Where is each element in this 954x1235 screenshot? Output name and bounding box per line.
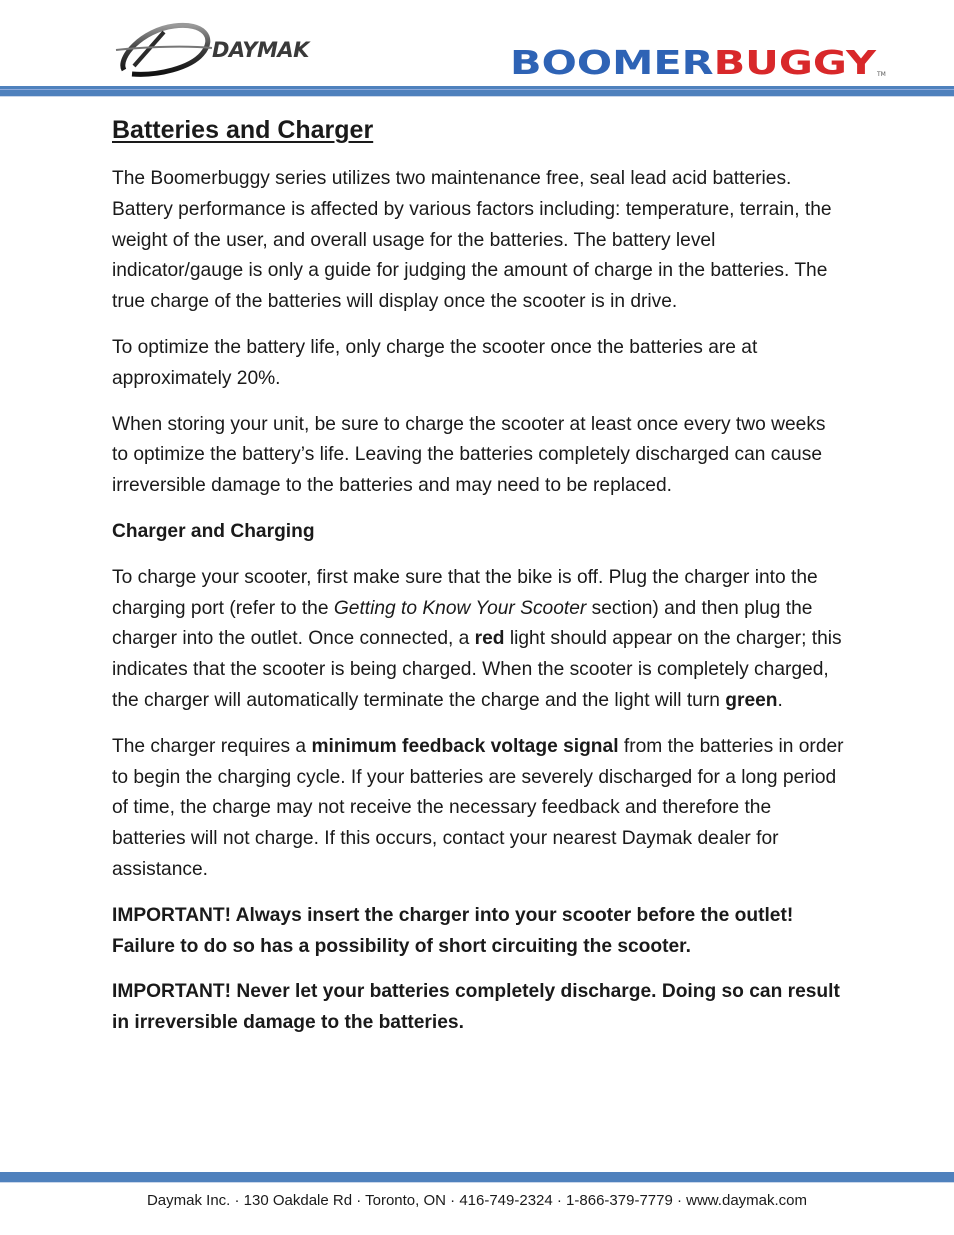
page-header [0, 0, 954, 96]
important-notice-outlet: IMPORTANT! Always insert the charger into your scooter before the outlet! Failure to do so has a possibility of short circuiting the scooter. [112, 904, 794, 957]
document-body [112, 113, 844, 1054]
paragraph-optimize: To optimize the battery life, only charge the scooter once the batteries are at approximately 20%. [112, 336, 758, 389]
page-footer: Daymak Inc. · 130 Oakdale Rd · Toronto, ON · 416-749-2324 · 1-866-379-7779 · www.daymak.com [146, 1192, 808, 1209]
emphasis-feedback-voltage: minimum feedback voltage signal [311, 735, 619, 757]
important-notice-discharge: IMPORTANT! Never let your batteries completely discharge. Doing so can result in irreversible damage to the batteries. [112, 981, 840, 1034]
emphasis-red: red [474, 628, 505, 650]
page-title: Batteries and Charger [112, 116, 374, 144]
subheading-charger: Charger and Charging [112, 520, 315, 542]
paragraph-storage: When storing your unit, be sure to charge the scooter at least once every two weeks to optimize the battery’s life. Leaving the batteries completely discharged can cause irreversible damage to the batteries and may need to be replaced. [112, 413, 826, 497]
section-reference: Getting to Know Your Scooter [333, 597, 587, 619]
paragraph-feedback-voltage: The charger requires a minimum feedback voltage signal from the batteries in order to begin the charging cycle. If your batteries are severely discharged for a long period of time, the charge may not receive the necessary feedback and therefore the batteries will not charge. If this occurs, contact your nearest Daymak dealer for assistance. [112, 735, 844, 880]
paragraph-battery-performance: The Boomerbuggy series utilizes two maintenance free, seal lead acid batteries. Battery performance is affected by various factors including: temperature, terrain, the weight of the user, and overall usage for the batteries. The battery level indicator/gauge is only a guide for judging the amount of charge in the batteries. The true charge of the batteries will display once the scooter is in drive. [112, 168, 832, 313]
svg-text:BOOMERBUGGY: BOOMER BUGGY [510, 44, 843, 78]
emphasis-green: green [725, 689, 778, 711]
boomerbuggy-logo [510, 44, 886, 78]
footer-rule [0, 1172, 954, 1183]
svg-text:TM: TM [877, 71, 886, 78]
svg-text:DAYMAK: DAYMAK [212, 38, 309, 62]
header-rule [0, 86, 954, 97]
daymak-logo [112, 20, 337, 78]
paragraph-charging-steps: To charge your scooter, first make sure that the bike is off. Plug the charger into the charging port (refer to the Getting to Know Your Scooter section) and then plug the charger into the outlet. Once connected, a red light should appear on the charger; this indicates that the scooter is being charged. When the scooter is completely charged, the charger will automatically terminate the charge and the light will turn green. [112, 566, 842, 711]
